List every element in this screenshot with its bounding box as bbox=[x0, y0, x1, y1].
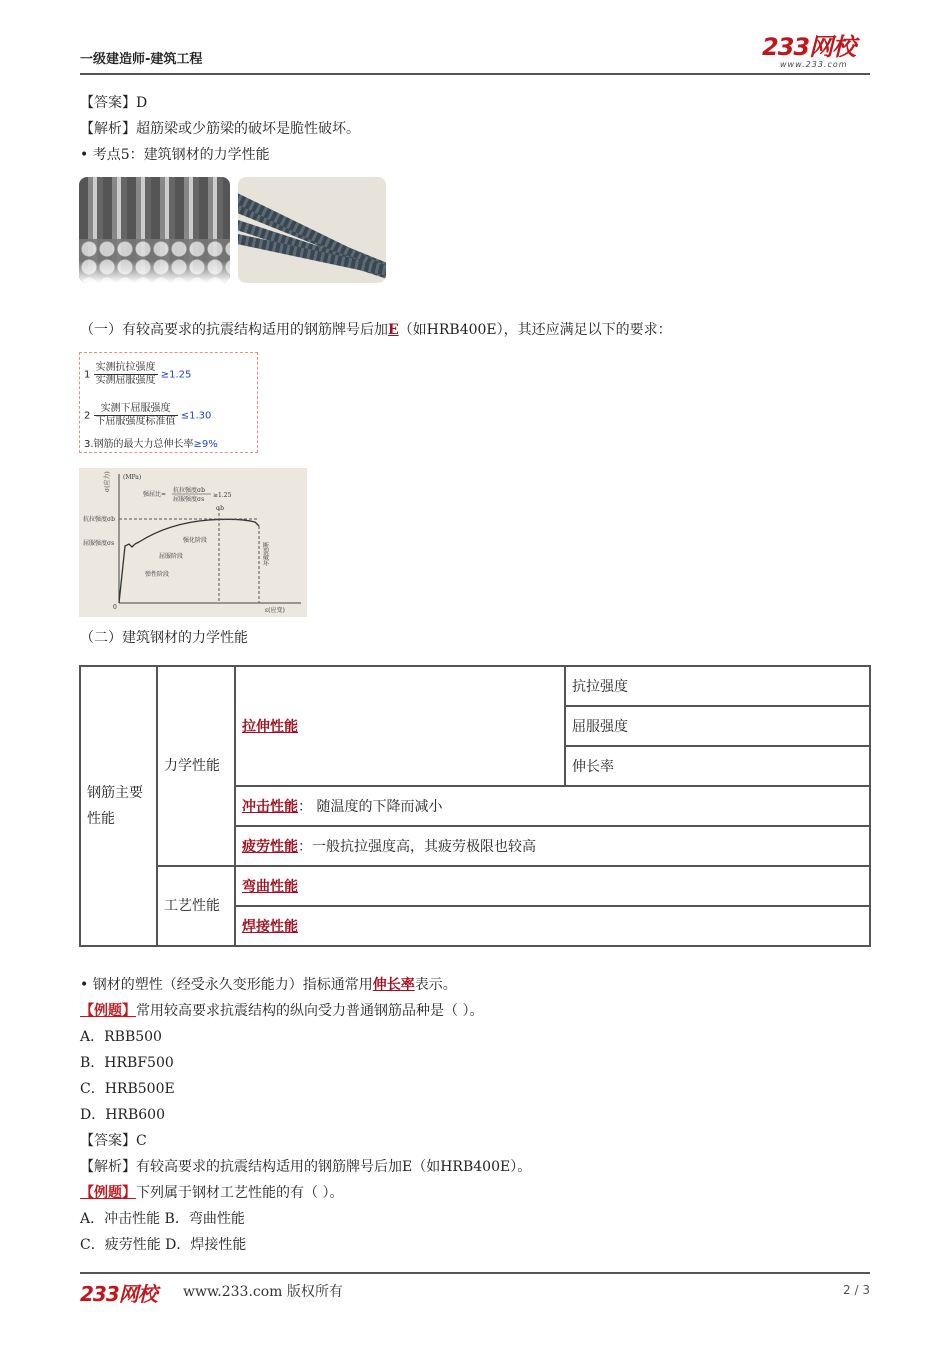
example1-question bbox=[80, 1001, 483, 1021]
example1-option-c: C．HRB500E bbox=[80, 1081, 175, 1097]
example1-option-d: D．HRB600 bbox=[80, 1107, 165, 1123]
logo-text: 233网校 bbox=[762, 33, 856, 61]
table-cell-process: 工艺性能 bbox=[157, 866, 235, 946]
impact-keyword: 冲击性能 bbox=[242, 799, 298, 815]
logo-url: www.233.com bbox=[780, 60, 848, 69]
table-cell-fatigue bbox=[235, 826, 870, 866]
table-cell-mechanical: 力学性能 bbox=[157, 666, 235, 866]
example1-text: 常用较高要求抗震结构的纵向受力普通钢筋品种是（ ）。 bbox=[136, 1003, 484, 1019]
fatigue-keyword: 疲劳性能 bbox=[242, 839, 298, 855]
plasticity-text-pre: • 钢材的塑性（经受永久变形能力）指标通常用 bbox=[80, 977, 373, 993]
example2-text: 下列属于钢材工艺性能的有（ ）。 bbox=[136, 1185, 344, 1201]
plasticity-text-post: 表示。 bbox=[414, 977, 457, 993]
seismic-keyword: E bbox=[388, 322, 399, 338]
req2-denominator: 下屈服强度标准值 bbox=[95, 416, 176, 427]
origin-label: 0 bbox=[113, 604, 117, 611]
example2-options-ab: A．冲击性能 B．弯曲性能 bbox=[80, 1211, 245, 1227]
requirements-box bbox=[79, 352, 258, 453]
bend-keyword: 弯曲性能 bbox=[242, 879, 298, 895]
ratio-denominator: 屈服强度σs bbox=[173, 496, 205, 503]
fatigue-text: ：一般抗拉强度高，其疲劳极限也较高 bbox=[298, 839, 536, 855]
req3-text: 3.钢筋的最大力总伸长率 bbox=[84, 439, 194, 450]
table-cell-main: 钢筋主要性能 bbox=[80, 666, 157, 946]
req2-numerator: 实测下屈服强度 bbox=[94, 403, 178, 416]
table-cell-bend bbox=[235, 866, 870, 906]
table-cell-weld bbox=[235, 906, 870, 946]
page-number: 2 / 3 bbox=[843, 1283, 870, 1297]
section2-heading: （二）建筑钢材的力学性能 bbox=[80, 630, 248, 646]
requirement-1 bbox=[84, 362, 191, 387]
footer-logo: 233网校 bbox=[80, 1282, 157, 1306]
yield-stage-label: 屈服阶段 bbox=[159, 553, 184, 560]
example2-options-cd: C．疲劳性能 D．焊接性能 bbox=[80, 1237, 247, 1253]
steel-properties-table bbox=[79, 665, 871, 947]
elastic-stage-label: 弹性阶段 bbox=[145, 571, 170, 578]
footer-copyright: www.233.com 版权所有 bbox=[183, 1284, 343, 1300]
seismic-text-post: （如HRB400E），其还应满足以下的要求： bbox=[398, 322, 672, 338]
brand-logo bbox=[762, 34, 872, 74]
seismic-requirement-line bbox=[80, 320, 672, 340]
table-cell-tensile-strength: 抗拉强度 bbox=[565, 666, 870, 706]
harden-stage-label: 强化阶段 bbox=[183, 537, 208, 544]
req2-index: 2 bbox=[84, 410, 91, 422]
table-cell-elongation: 伸长率 bbox=[565, 746, 870, 786]
sigma-b-label: σb bbox=[216, 505, 224, 512]
example2-question bbox=[80, 1183, 343, 1203]
analysis-line: 【解析】超筋梁或少筋梁的破坏是脆性破坏。 bbox=[80, 121, 360, 137]
ratio-numerator: 抗拉强度σb bbox=[173, 487, 205, 494]
stress-strain-curve bbox=[119, 519, 259, 603]
plasticity-line bbox=[80, 975, 457, 995]
section-heading: • 考点5：建筑钢材的力学性能 bbox=[80, 147, 270, 163]
stress-strain-diagram bbox=[79, 468, 307, 617]
example2-label: 【例题】 bbox=[80, 1185, 136, 1201]
header-divider bbox=[80, 73, 870, 75]
x-axis-label: ε(应变) bbox=[265, 607, 285, 614]
req3-value: ≥9% bbox=[193, 439, 218, 450]
seismic-text-pre: （一）有较高要求的抗震结构适用的钢筋牌号后加 bbox=[80, 322, 388, 338]
steel-bars-photo bbox=[79, 177, 230, 283]
weld-keyword: 焊接性能 bbox=[242, 919, 298, 935]
table-cell-tensile bbox=[235, 666, 565, 786]
requirement-3 bbox=[84, 435, 218, 450]
example1-option-a: A．RBB500 bbox=[80, 1029, 162, 1045]
photo-reflection bbox=[79, 261, 230, 283]
example1-analysis: 【解析】有较高要求的抗震结构适用的钢筋牌号后加E（如HRB400E）。 bbox=[80, 1159, 532, 1175]
ratio-label: 强屈比= bbox=[143, 491, 167, 498]
footer-divider bbox=[80, 1272, 870, 1274]
ratio-value: ≥1.25 bbox=[213, 492, 232, 499]
req1-fraction bbox=[94, 362, 158, 387]
table-cell-yield-strength: 屈服强度 bbox=[565, 706, 870, 746]
document-header-title: 一级建造师-建筑工程 bbox=[80, 52, 203, 67]
plasticity-keyword: 伸长率 bbox=[372, 977, 415, 993]
example1-option-b: B．HRBF500 bbox=[80, 1055, 174, 1071]
rebar-photo bbox=[238, 177, 386, 283]
break-stage-label: 断裂破坏 bbox=[261, 542, 269, 566]
tensile-label: 抗拉强度σb bbox=[83, 516, 115, 523]
req1-index: 1 bbox=[84, 369, 91, 381]
example1-answer: 【答案】C bbox=[80, 1133, 147, 1149]
impact-text: ： 随温度的下降而减小 bbox=[298, 799, 443, 815]
y-axis-unit: (MPa) bbox=[123, 474, 142, 481]
req2-value: ≤1.30 bbox=[180, 410, 212, 422]
req1-value: ≥1.25 bbox=[160, 369, 192, 381]
req2-fraction bbox=[94, 403, 178, 428]
req1-denominator: 实测屈服强度 bbox=[95, 375, 156, 386]
requirement-2 bbox=[84, 403, 211, 428]
example1-label: 【例题】 bbox=[80, 1003, 136, 1019]
table-cell-impact bbox=[235, 786, 870, 826]
y-axis-label: σ(应力) bbox=[104, 471, 111, 492]
yield-label: 屈服强度σs bbox=[83, 540, 115, 547]
answer-line: 【答案】D bbox=[80, 95, 148, 111]
req1-numerator: 实测抗拉强度 bbox=[95, 362, 156, 373]
tensile-keyword: 拉伸性能 bbox=[242, 719, 298, 735]
